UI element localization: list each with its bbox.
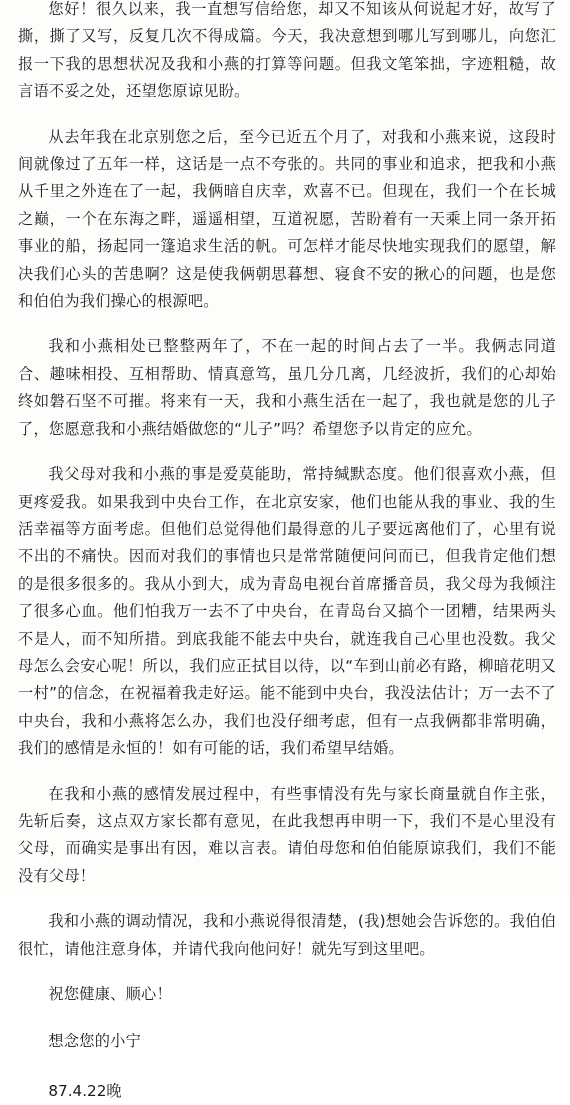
letter-paragraph-5: 在我和小燕的感情发展过程中，有些事情没有先与家长商量就自作主张，先斩后奏，这点双方家长都有意见，在此我想再申明一下，我们不是心里没有父母，而确实是事出有因，难以言表。请伯母您和伯伯能原谅我们，我们不能没有父母！ (18, 784, 556, 885)
letter-paragraph-3: 我和小燕相处已整整两年了，不在一起的时间占去了一半。我俩志同道合、趣味相投、互相帮助、情真意笃，虽几分几离，几经波折，我们的心却始终如磐石坚不可摧。将来有一天，我和小燕生活在一起了，我也就是您的儿子了，您愿意我和小燕结婚做您的“儿子”吗？希望您予以肯定的应允。 (18, 337, 556, 438)
letter-paragraph-4: 我父母对我和小燕的事是爱莫能助，常持缄默态度。他们很喜欢小燕，但更疼爱我。如果我到中央台工作，在北京安家，他们也能从我的事业、我的生活幸福等方面考虑。但他们总觉得他们最得意的儿子要远离他们了，心里有说不出的不痛快。因而对我们的事情也只是常常随便问问而已，但我肯定他们想的是很多很多的。我从小到大，成为青岛电视台首席播音员，我父母为我倾注了很多心血。他们怕我万一去不了中央台，在青岛台又搞个一团糟，结果两头不是人，而不知所措。到底我能不能去中央台，就连我自己心里也没数。我父母怎么会安心呢！所以，我们应正拭目以待，以“车到山前必有路，柳暗花明又一村”的信念，在祝福着我走好运。能不能到中央台，我没法估计；万一去不了中央台，我和小燕将怎么办，我们也没仔细考虑，但有一点我俩都非常明确，我们的感情是永恒的！如有可能的话，我们希望早结婚。 (18, 465, 556, 758)
letter-paragraph-6: 我和小燕的调动情况，我和小燕说得很清楚，(我)想她会告诉您的。我伯伯很忙，请他注意身体，并请代我向他问好！就先写到这里吧。 (18, 912, 556, 958)
letter-signature: 想念您的小宁 (48, 1032, 142, 1051)
letter-closing: 祝您健康、顺心！ (48, 985, 172, 1003)
letter-date: 87.4.22晚 (48, 1081, 122, 1100)
letter-paragraph-2: 从去年我在北京别您之后，至今已近五个月了，对我和小燕来说，这段时间就像过了五年一样，这话是一点不夸张的。共同的事业和追求，把我和小燕从千里之外连在了一起，我俩暗自庆幸，欢喜不已。但现在，我们一个在长城之巅，一个在东海之畔，遥遥相望，互道祝愿，苦盼着有一天乘上同一条开拓事业的船，扬起同一篷追求生活的帆。可怎样才能尽快地实现我们的愿望，解决我们心头的苦患啊？这是使我俩朝思暮想、寝食不安的揪心的问题，也是您和伯伯为我们操心的根源吧。 (18, 127, 556, 311)
letter-paragraph-1: 您好！很久以来，我一直想写信给您，却又不知该从何说起才好，故写了撕，撕了又写，反复几次不得成篇。今天，我决意想到哪儿写到哪儿，向您汇报一下我的思想状况及我和小燕的打算等问题。但我文笔笨拙，字迹粗糙，故言语不妥之处，还望您原谅见盼。 (18, 0, 556, 101)
